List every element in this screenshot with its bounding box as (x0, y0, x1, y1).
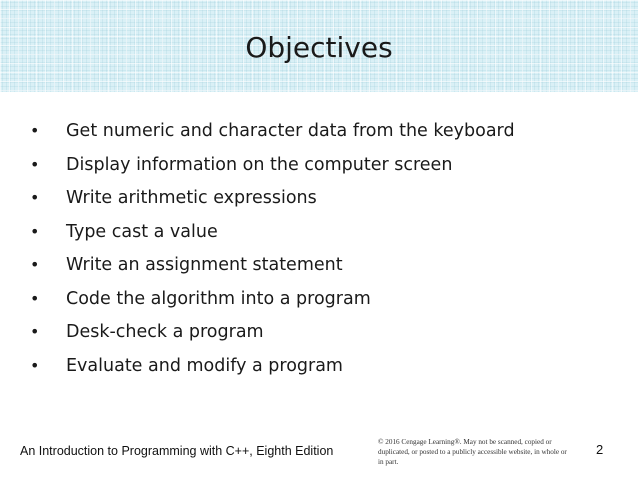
objectives-list (30, 114, 515, 382)
bullet-text: Evaluate and modify a program (66, 355, 343, 376)
footer-book-title: An Introduction to Programming with C++, Eighth Edition (20, 444, 334, 458)
bullet-text: Write arithmetic expressions (66, 188, 317, 208)
page-number: 2 (596, 442, 604, 457)
bullet-icon: • (30, 322, 40, 341)
list-item (30, 181, 515, 215)
list-item (30, 349, 515, 383)
bullet-text: Code the algorithm into a program (66, 288, 371, 309)
list-item (30, 148, 515, 182)
bullet-text: Get numeric and character data from the keyboard (66, 121, 515, 141)
bullet-text: Write an assignment statement (66, 255, 343, 275)
bullet-icon: • (30, 154, 40, 174)
bullet-icon: • (30, 121, 40, 140)
list-item (30, 282, 515, 316)
bullet-icon: • (30, 355, 40, 375)
footer-copyright: © 2016 Cengage Learning®. May not be scanned, copied or duplicated, or posted to a publicly accessible website, in whole or in part. (378, 438, 567, 466)
list-item (30, 114, 515, 148)
list-item (30, 315, 515, 349)
bullet-text: Display information on the computer screen (66, 154, 453, 175)
slide-title: Objectives (245, 31, 393, 64)
bullet-icon: • (30, 255, 40, 274)
bullet-icon: • (30, 188, 40, 207)
bullet-icon: • (30, 288, 40, 308)
bullet-icon: • (30, 221, 40, 241)
list-item (30, 248, 515, 282)
list-item (30, 215, 515, 249)
bullet-text: Type cast a value (66, 221, 218, 242)
bullet-text: Desk-check a program (66, 322, 264, 342)
